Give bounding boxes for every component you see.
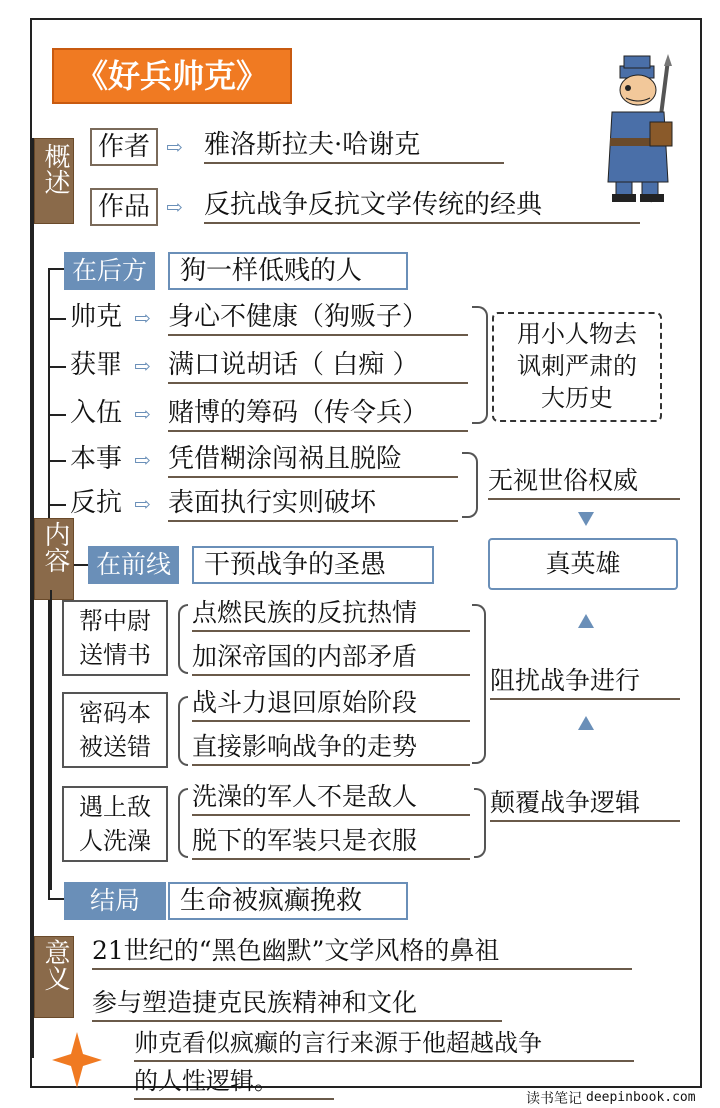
footer-brand: 读书笔记 (526, 1091, 582, 1107)
up-arrow-icon (578, 614, 594, 628)
overview-tab: 概述 (34, 138, 74, 224)
up-arrow-icon (578, 716, 594, 730)
bracket (462, 452, 478, 518)
rear-head: 在后方 (64, 252, 155, 290)
footer-site[interactable]: deepinbook.com (586, 1090, 696, 1105)
front-item: 洗澡的军人不是敌人 (192, 780, 470, 816)
connector-line (48, 366, 66, 368)
bracket (178, 788, 188, 858)
soldier-illustration (598, 52, 688, 204)
connector-line (48, 504, 66, 506)
connector-line (48, 414, 66, 416)
rear-row-value: 身心不健康（狗贩子） (168, 300, 468, 336)
bracket (178, 696, 188, 766)
author-value: 雅洛斯拉夫·哈谢克 (204, 128, 504, 164)
front-desc: 干预战争的圣愚 (192, 546, 434, 584)
page-title: 《好兵帅克》 (52, 48, 292, 104)
bracket (472, 306, 488, 424)
rear-row-label: 本事 (70, 444, 123, 474)
arrow-icon: ⇨ (166, 195, 183, 219)
front-group-label: 遇上敌 人洗澡 (62, 786, 168, 862)
rear-row-value: 满口说胡话（ 白痴 ） (168, 348, 468, 384)
bracket (474, 788, 486, 858)
star-icon (50, 1030, 104, 1090)
front-group-label: 密码本 被送错 (62, 692, 168, 768)
author-label: 作者 (90, 128, 158, 166)
meaning-line-1: 21世纪的“黑色幽默”文学风格的鼻祖 (92, 934, 632, 970)
front-head: 在前线 (88, 546, 179, 584)
front-line (50, 590, 52, 890)
hero-box: 真英雄 (488, 538, 678, 590)
bracket (472, 604, 486, 764)
front-item: 点燃民族的反抗热情 (192, 596, 470, 632)
meaning-tab: 意义 (34, 936, 74, 1018)
work-label: 作品 (90, 188, 158, 226)
connector-line (48, 460, 66, 462)
connector-line (74, 564, 88, 566)
rear-row-value: 凭借糊涂闯祸且脱险 (168, 442, 458, 478)
note-satire: 用小人物去 讽刺严肃的 大历史 (492, 312, 662, 422)
note-hinder: 阻扰战争进行 (490, 664, 680, 700)
down-arrow-icon (578, 512, 594, 526)
front-item: 战斗力退回原始阶段 (192, 686, 470, 722)
arrow-icon: ⇨ (134, 306, 151, 330)
star-note-line-2: 的人性逻辑。 (134, 1064, 334, 1100)
rear-row-label: 反抗 (70, 488, 123, 518)
arrow-icon: ⇨ (166, 135, 183, 159)
arrow-icon: ⇨ (134, 492, 151, 516)
rear-row-label: 获罪 (70, 350, 123, 380)
rear-desc: 狗一样低贱的人 (168, 252, 408, 290)
arrow-icon: ⇨ (134, 402, 151, 426)
ending-head: 结局 (64, 882, 166, 920)
arrow-icon: ⇨ (134, 448, 151, 472)
rear-row-value: 表面执行实则破坏 (168, 486, 458, 522)
front-item: 加深帝国的内部矛盾 (192, 640, 470, 676)
content-tab: 内容 (34, 518, 74, 600)
connector-line (48, 268, 64, 270)
front-item: 直接影响战争的走势 (192, 730, 470, 766)
bracket (178, 604, 188, 674)
rear-row-value: 赌博的筹码（传令兵） (168, 396, 468, 432)
front-group-label: 帮中尉 送情书 (62, 600, 168, 676)
rear-row-label: 入伍 (70, 398, 123, 428)
front-item: 脱下的军装只是衣服 (192, 824, 470, 860)
connector-line (48, 898, 64, 900)
note-authority: 无视世俗权威 (488, 464, 680, 500)
rear-row-label: 帅克 (70, 302, 123, 332)
arrow-icon: ⇨ (134, 354, 151, 378)
work-value: 反抗战争反抗文学传统的经典 (204, 188, 640, 224)
connector-line (48, 318, 66, 320)
note-subvert: 颠覆战争逻辑 (490, 786, 680, 822)
ending-desc: 生命被疯癫挽救 (168, 882, 408, 920)
star-note-line-1: 帅克看似疯癫的言行来源于他超越战争 (134, 1026, 634, 1062)
meaning-line-2: 参与塑造捷克民族精神和文化 (92, 986, 502, 1022)
